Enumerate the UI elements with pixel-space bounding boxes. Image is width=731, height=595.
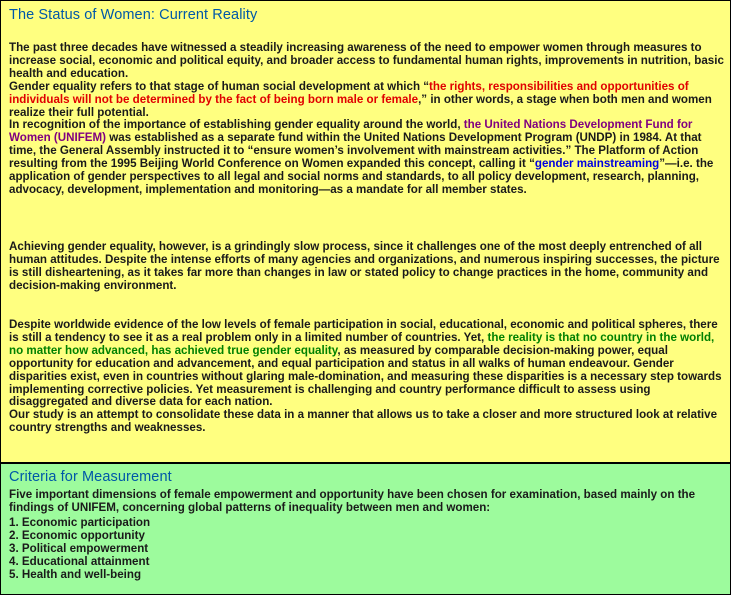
paragraph-text: , as measured by comparable decision-making power, equal opportunity for education and advancement, and equal participation and status in all walks of human endeavour. Gender disparities exist, even in countries without glaring male-domination, and measuring these disparities is a necessary step towards implementing corrective policies. Yet measurement is challenging and country performance difficult to assess using disaggregated and diverse data for each nation. <box>9 343 722 409</box>
paragraph-text: ”—i.e. the application of gender perspectives to all legal and social norms and standards, to all policy development, research, planning, advocacy, development, implementation and monitoring—as a mandate for all member states. <box>9 157 714 196</box>
criteria-list <box>9 517 727 582</box>
evidence-paragraph <box>9 319 727 435</box>
paragraph-text: The past three decades have witnessed a steadily increasing awareness of the need to empower women through measures to increase social, economic and political equity, and broader access to fundamental human rights, improvements in nutrition, basic health and education. <box>9 41 724 80</box>
highlighted-text: the rights, responsibilities and opportunities of individuals will not be determined by the fact of being born male or female <box>9 79 689 106</box>
paragraph-text: ,” in other words, a stage when both men and women realize their full potential. <box>9 92 712 119</box>
criteria-section <box>0 463 731 595</box>
list-item: 5. Health and well-being <box>9 567 142 581</box>
list-item: 1. Economic participation <box>9 516 151 529</box>
paragraph-text: Despite worldwide evidence of the low levels of female participation in social, educational, economic and political spheres, there is still a tendency to see it as a real problem only in a limited number of countries. Yet, <box>9 318 718 344</box>
criteria-intro: Five important dimensions of female empowerment and opportunity have been chosen for examination, based mainly on the findings of UNIFEM, concerning global patterns of inequality between men and women: <box>9 488 696 514</box>
highlighted-text: the reality is that no country in the world, no matter how advanced, has achieved true gender equality <box>9 330 715 357</box>
list-item: 4. Educational attainment <box>9 554 150 568</box>
paragraph-text: Our study is an attempt to consolidate these data in a manner that allows us to take a closer and more structured look at relative country strengths and weaknesses. <box>9 408 718 435</box>
paragraph-text: In recognition of the importance of establishing gender equality around the world, <box>9 118 464 132</box>
status-heading: The Status of Women: Current Reality <box>9 7 258 23</box>
list-item: 3. Political empowerment <box>9 541 149 555</box>
challenge-paragraph: Achieving gender equality, however, is a grindingly slow process, since it challenges one of the most deeply entrenched of all human attitudes. Despite the intense efforts of many agencies and organizations, and numerous inspiring successes, the picture is still disheartening, as it takes far more than changes in law or stated policy to change practices in the home, community and decision-making environment. <box>9 240 720 292</box>
criteria-heading: Criteria for Measurement <box>9 469 172 485</box>
paragraph-text: Gender equality refers to that stage of human social development at which “ <box>9 79 430 93</box>
highlighted-text: the United Nations Development Fund for Women (UNIFEM) <box>9 118 693 145</box>
intro-paragraph <box>9 42 727 197</box>
highlighted-text: gender mainstreaming <box>534 157 660 171</box>
list-item: 2. Economic opportunity <box>9 528 145 542</box>
paragraph-text: was established as a separate fund within the United Nations Development Program (UNDP) in 1984. At that time, the General Assembly instructed it to “ensure women’s involvement with mainstream activities.” The Platform of Action resulting from the 1995 Beijing World Conference on Women expanded this concept, calling it “ <box>9 131 702 171</box>
